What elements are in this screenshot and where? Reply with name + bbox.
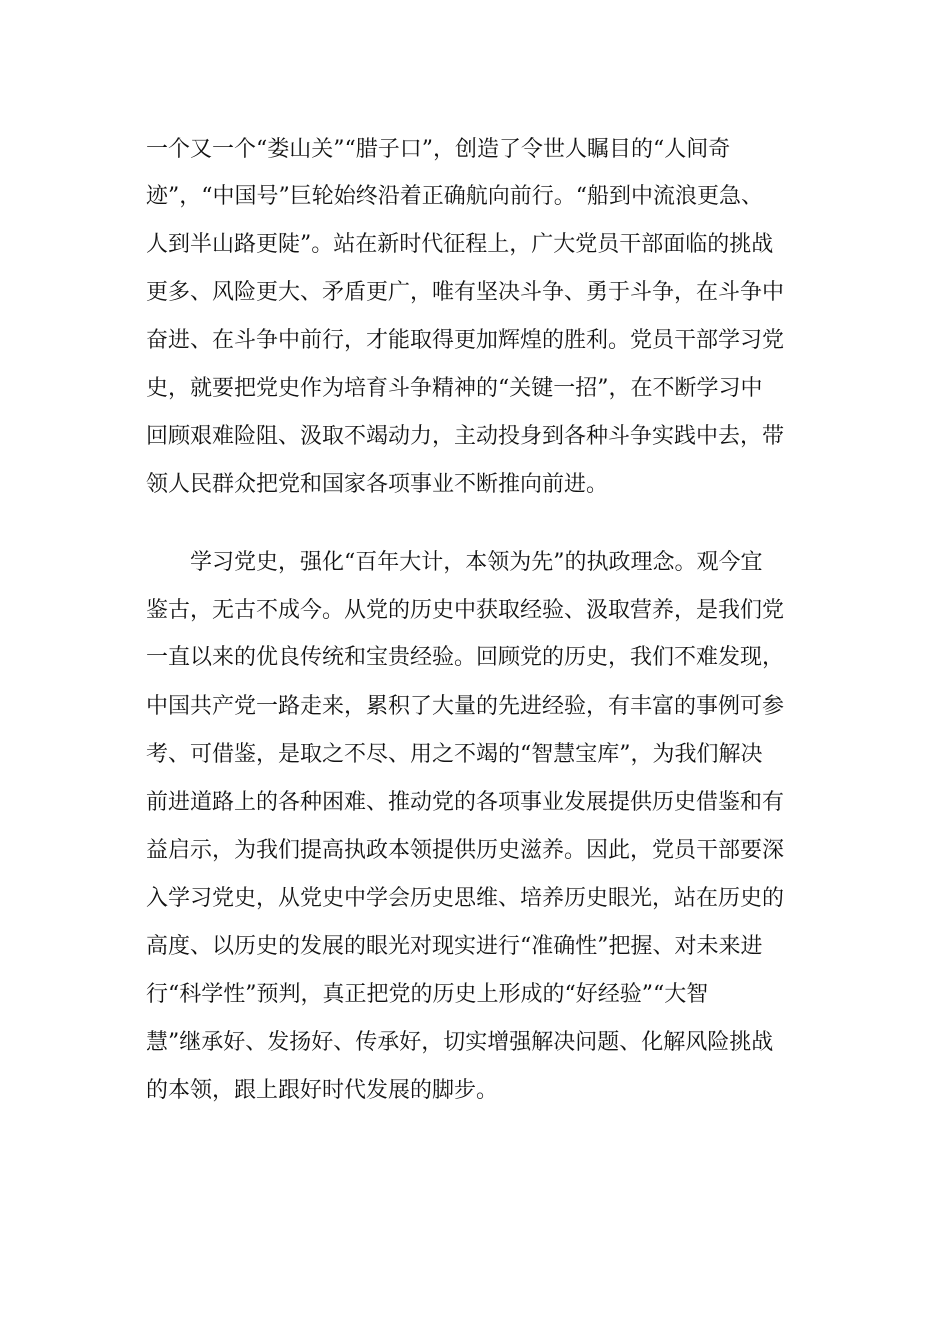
text-line: 迹”，“中国号”巨轮始终沿着正确航向前行。“船到中流浪更急、 xyxy=(146,184,763,209)
text-line: 高度、以历史的发展的眼光对现实进行“准确性”把握、对未来进 xyxy=(146,934,763,959)
text-line: 益启示，为我们提高执政本领提供历史滋养。因此，党员干部要深 xyxy=(146,838,785,863)
text-line: 的本领，跟上跟好时代发展的脚步。 xyxy=(146,1078,499,1103)
text-line: 奋进、在斗争中前行，才能取得更加辉煌的胜利。党员干部学习党 xyxy=(146,328,785,353)
text-line: 中国共产党一路走来，累积了大量的先进经验，有丰富的事例可参 xyxy=(146,694,785,719)
text-line: 更多、风险更大、矛盾更广，唯有坚决斗争、勇于斗争，在斗争中 xyxy=(146,280,785,305)
text-line: 一个又一个“娄山关”“腊子口”，创造了令世人瞩目的“人间奇 xyxy=(146,137,731,162)
text-line: 人到半山路更陡”。站在新时代征程上，广大党员干部面临的挑战 xyxy=(146,232,774,257)
text-line: 考、可借鉴，是取之不尽、用之不竭的“智慧宝库”，为我们解决 xyxy=(146,742,763,767)
text-line: 学习党史，强化“百年大计，本领为先”的执政理念。观今宜 xyxy=(190,550,763,575)
text-line: 入学习党史，从党史中学会历史思维、培养历史眼光，站在历史的 xyxy=(146,886,785,911)
text-line: 回顾艰难险阻、汲取不竭动力，主动投身到各种斗争实践中去，带 xyxy=(146,424,785,449)
text-line: 领人民群众把党和国家各项事业不断推向前进。 xyxy=(146,472,609,497)
text-line: 一直以来的优良传统和宝贵经验。回顾党的历史，我们不难发现， xyxy=(146,645,785,670)
text-line: 慧”继承好、发扬好、传承好，切实增强解决问题、化解风险挑战 xyxy=(146,1030,774,1055)
text-line: 史，就要把党史作为培育斗争精神的“关键一招”，在不断学习中 xyxy=(146,376,763,401)
text-line: 鉴古，无古不成今。从党的历史中获取经验、汲取营养，是我们党 xyxy=(146,598,785,623)
text-line: 前进道路上的各种困难、推动党的各项事业发展提供历史借鉴和有 xyxy=(146,790,785,815)
text-line: 行“科学性”预判，真正把党的历史上形成的“好经验”“大智 xyxy=(146,982,709,1007)
